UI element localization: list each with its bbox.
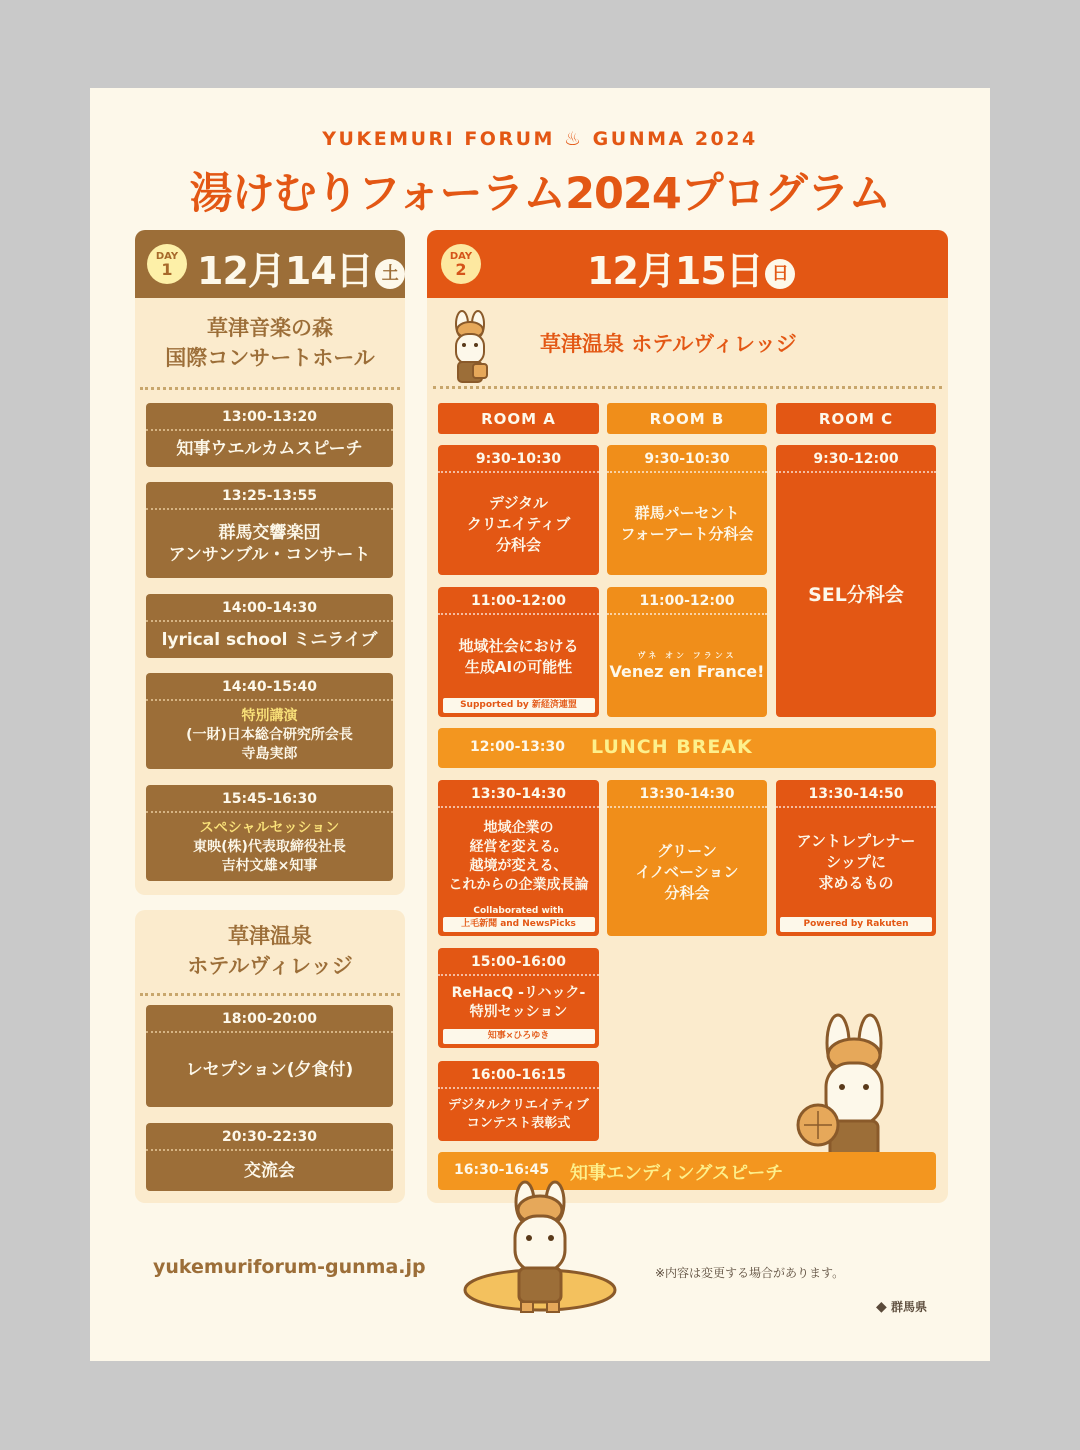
event-title: 群馬交響楽団 xyxy=(218,523,321,543)
event-time: 13:25-13:55 xyxy=(146,482,393,510)
session-gunma-percent xyxy=(607,445,767,575)
session-title: コンテスト表彰式 xyxy=(466,1116,571,1131)
session-title: SEL分科会 xyxy=(808,583,904,606)
session-green-innovation xyxy=(607,780,767,936)
session-time: 11:00-12:00 xyxy=(438,587,599,615)
day1-event-ensemble xyxy=(146,482,393,578)
website-link[interactable]: yukemuriforum-gunma.jp xyxy=(153,1256,426,1278)
event-time: 13:00-13:20 xyxy=(146,403,393,431)
lunch-time: 12:00-13:30 xyxy=(470,739,565,755)
forum-subtitle: YUKEMURI FORUM ♨ GUNMA 2024 xyxy=(322,128,758,150)
session-rehacq xyxy=(438,948,599,1048)
day1-event-welcome xyxy=(146,403,393,467)
day2-header xyxy=(427,230,948,298)
day2-date xyxy=(587,240,795,295)
ending-time: 16:30-16:45 xyxy=(454,1162,549,1178)
session-contest-award xyxy=(438,1061,599,1141)
session-title: シップに xyxy=(826,853,886,871)
event-title: レセプション(夕食付) xyxy=(185,1060,354,1080)
session-entrepreneurship xyxy=(776,780,936,936)
day2-venue: 草津温泉 ホテルヴィレッジ xyxy=(540,332,797,356)
session-title: 求めるもの xyxy=(818,874,894,892)
event-time: 20:30-22:30 xyxy=(146,1123,393,1151)
day1-venue1 xyxy=(135,313,405,373)
event-time: 15:45-16:30 xyxy=(146,785,393,813)
day1-badge xyxy=(147,244,187,284)
session-title: 分科会 xyxy=(664,883,710,902)
day1-event-networking xyxy=(146,1123,393,1191)
event-time: 18:00-20:00 xyxy=(146,1005,393,1033)
divider xyxy=(140,387,400,390)
session-time: 11:00-12:00 xyxy=(607,587,767,615)
venue1-line1: 草津音楽の森 xyxy=(207,316,333,340)
divider xyxy=(433,386,942,389)
session-title: 分科会 xyxy=(495,535,541,554)
prefecture-logo xyxy=(876,1298,927,1315)
divider xyxy=(140,993,400,996)
session-time: 16:00-16:15 xyxy=(438,1061,599,1089)
event-title: lyrical school ミニライブ xyxy=(161,630,378,650)
day1-badge-number: 1 xyxy=(161,260,173,279)
session-title: Venez en France! xyxy=(609,661,765,681)
day1-badge-word: DAY xyxy=(155,251,179,262)
venue1-line2: 国際コンサートホール xyxy=(165,346,375,370)
sponsor-tag: Powered by Rakuten xyxy=(780,917,932,932)
event-title: 交流会 xyxy=(244,1161,295,1181)
session-title: 特別セッション xyxy=(469,1003,568,1020)
day1-event-special-lecture xyxy=(146,673,393,769)
day2-badge-word: DAY xyxy=(449,251,473,262)
sponsor-tag: 上毛新聞 and NewsPicks xyxy=(443,917,595,932)
program-poster xyxy=(90,88,990,1361)
event-speaker: 東映(株)代表取締役社長 xyxy=(193,838,346,855)
day1-date xyxy=(197,240,405,295)
session-title: 越境が変える、 xyxy=(469,858,568,874)
session-title: 生成AIの可能性 xyxy=(464,657,573,676)
day1-header xyxy=(135,230,405,298)
room-a-header: ROOM A xyxy=(438,403,599,434)
event-speaker: (一財)日本総合研究所会長 xyxy=(186,726,353,743)
event-time: 14:00-14:30 xyxy=(146,594,393,622)
session-time: 13:30-14:30 xyxy=(438,780,599,808)
day2-badge-number: 2 xyxy=(455,260,467,279)
event-title: アンサンブル・コンサート xyxy=(168,545,371,565)
session-title: 地域社会における xyxy=(458,636,579,655)
session-title: 地域企業の xyxy=(483,820,554,836)
event-time: 14:40-15:40 xyxy=(146,673,393,701)
gunma-mark-icon: ◆ xyxy=(876,1299,887,1315)
session-title: イノベーション xyxy=(635,862,739,881)
day2-badge xyxy=(441,244,481,284)
mascot-illustration xyxy=(445,310,495,390)
mascot-illustration xyxy=(455,1180,625,1320)
venue2-line2: ホテルヴィレッジ xyxy=(187,954,353,978)
day2-date-text: 12月15日 xyxy=(587,249,763,293)
session-title: 経営を変える。 xyxy=(469,839,568,855)
session-time: 9:30-12:00 xyxy=(776,445,936,473)
day1-venue2 xyxy=(135,921,405,981)
event-label: スペシャルセッション xyxy=(199,819,340,836)
day1-date-text: 12月14日 xyxy=(197,249,373,293)
ending-label: 知事エンディングスピーチ xyxy=(570,1163,784,1184)
session-generative-ai xyxy=(438,587,599,717)
lunch-break-bar xyxy=(438,728,936,768)
session-time: 13:30-14:50 xyxy=(776,780,936,808)
session-venez-en-france xyxy=(607,587,767,717)
day1-weekday: 土 xyxy=(375,259,405,289)
session-title: これからの企業成長論 xyxy=(448,877,589,893)
session-time: 9:30-10:30 xyxy=(607,445,767,473)
lunch-label: LUNCH BREAK xyxy=(591,736,753,758)
session-title: グリーン xyxy=(657,841,717,860)
change-notice: ※内容は変更する場合があります。 xyxy=(655,1266,845,1280)
day1-event-reception xyxy=(146,1005,393,1107)
venue2-line1: 草津温泉 xyxy=(228,924,312,948)
session-time: 13:30-14:30 xyxy=(607,780,767,808)
session-local-business xyxy=(438,780,599,936)
session-digital-creative xyxy=(438,445,599,575)
room-c-header: ROOM C xyxy=(776,403,936,434)
page-title: 湯けむりフォーラム2024プログラム xyxy=(189,169,891,219)
session-title: フォーアート分科会 xyxy=(620,525,754,543)
session-title: クリエイティブ xyxy=(466,514,571,533)
event-title: 知事ウエルカムスピーチ xyxy=(176,439,363,459)
event-speaker: 寺島実郎 xyxy=(241,745,298,762)
guest-tag: 知事×ひろゆき xyxy=(443,1029,595,1044)
session-ruby: ヴネ オン フランス xyxy=(637,650,737,660)
session-sel xyxy=(776,445,936,717)
session-time: 9:30-10:30 xyxy=(438,445,599,473)
day1-event-special-session xyxy=(146,785,393,881)
session-time: 15:00-16:00 xyxy=(438,948,599,976)
prefecture-name: 群馬県 xyxy=(890,1300,927,1314)
sponsor-tag: Supported by 新経済連盟 xyxy=(443,698,595,713)
day2-weekday: 日 xyxy=(765,259,795,289)
session-title: 群馬パーセント xyxy=(634,504,740,522)
collab-label: Collaborated with xyxy=(473,906,564,916)
room-b-header: ROOM B xyxy=(607,403,767,434)
session-title: デジタル xyxy=(488,493,549,512)
session-title: ReHacQ -リハック- xyxy=(451,984,586,1001)
event-speaker: 吉村文雄×知事 xyxy=(221,857,318,874)
session-title: デジタルクリエイティブ xyxy=(448,1098,589,1113)
session-title: アントレプレナー xyxy=(796,832,916,850)
day1-event-minilive xyxy=(146,594,393,658)
event-label: 特別講演 xyxy=(241,707,298,724)
